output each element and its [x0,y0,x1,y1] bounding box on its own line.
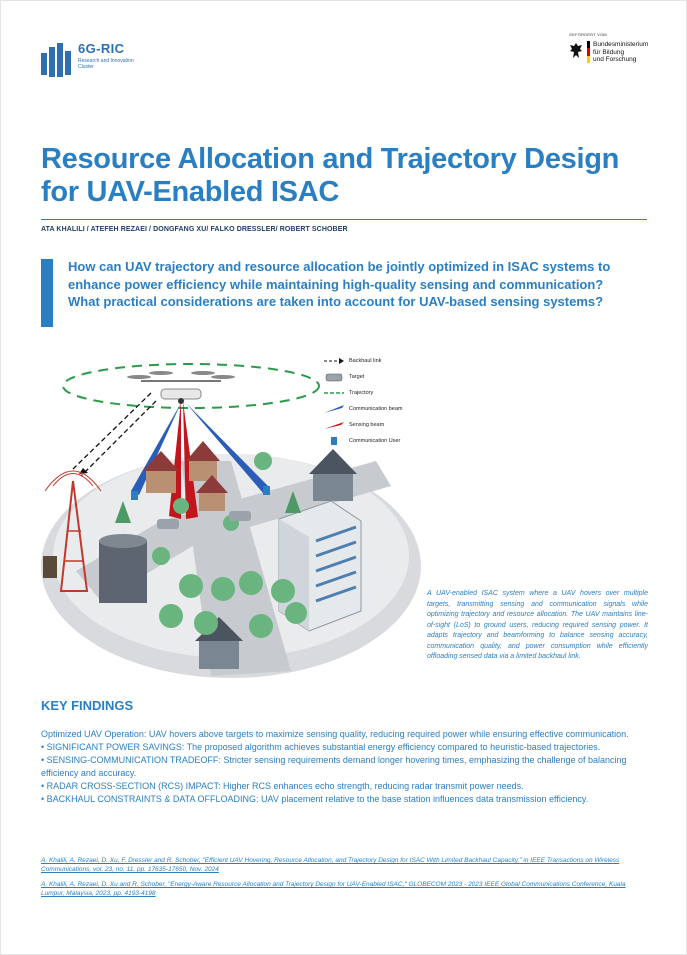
reference-link[interactable]: A. Khalili, A. Rezaei, D. Xu and R. Schober, "Energy-Aware Resource Allocation and Trajectory Design for UAV-Enabled ISAC," GLOBECOM 2023 - 2023 IEEE Global Communications Conference, Kuala Lumpur, Malaysia, 2023, pp. 4193-4198 [41,881,626,897]
legend-item-backhaul [323,353,403,369]
house-icon [309,449,357,501]
legend-label: Communication beam [349,406,403,412]
communication-user-icon [323,436,345,446]
diagram-legend [323,353,403,449]
finding-item: • SENSING-COMMUNICATION TRADEOFF: Stricter sensing requirements demand longer hovering times, emphasizing the challenge of balancing efficiency and accuracy. [41,755,627,778]
communication-user-marker [263,486,270,495]
tree-icon [249,614,273,638]
backhaul-link [73,393,151,469]
tree-icon [173,498,189,514]
funder-logo [569,32,669,64]
tree-icon [239,571,263,595]
eagle-icon [569,41,583,61]
legend-item-sensing-beam [323,417,403,433]
car-target-icon [323,372,345,382]
legend-item-target [323,369,403,385]
title-divider [41,219,647,220]
tree-icon [194,611,218,635]
6g-ric-logo [41,41,138,81]
finding-item: • SIGNIFICANT POWER SAVINGS: The proposed algorithm achieves substantial energy efficiency compared to heuristic-based trajectories. [41,742,601,752]
authors: ATA KHALILI / ATEFEH REZAEI / DONGFANG XU/ FALKO DRESSLER/ ROBERT SCHOBER [41,226,348,233]
references [41,856,649,904]
legend-label: Backhaul link [349,358,382,364]
page-title: Resource Allocation and Trajectory Design for UAV-Enabled ISAC [41,143,620,208]
finding-item: • BACKHAUL CONSTRAINTS & DATA OFFLOADING: UAV placement relative to the base station influences data transmission efficiency. [41,794,589,804]
6g-ric-logo-icon [41,41,73,81]
question-accent-bar [41,259,53,327]
legend-label: Trajectory [349,390,374,396]
backhaul-link [81,401,156,476]
tree-icon [254,452,272,470]
tree-icon [179,574,203,598]
research-question: How can UAV trajectory and resource allocation be jointly optimized in ISAC systems to enhance power efficiency while maintaining high-quality sensing and communication? What practical considerations are taken into account for UAV-based sensing systems? [68,259,611,309]
key-findings-heading: KEY FINDINGS [41,698,134,713]
legend-label: Communication User [349,438,401,444]
backhaul-link-icon [323,356,345,366]
sensing-beam-icon [323,420,345,430]
uav-drone-icon [127,371,235,404]
tree-icon [152,547,170,565]
german-flag-icon [587,41,590,63]
reference-link[interactable]: A. Khalili, A. Rezaei, D. Xu, F. Dressler and R. Schober, "Efficient UAV Hovering, Resource Allocation, and Trajectory Design for ISAC With Limited Backhaul Capacity," in IEEE Transactions on Wireless Communications, vol. 23, no. 11, pp. 17635-17650, Nov. 2024 [41,857,620,873]
house-icon [143,451,179,493]
legend-item-communication-beam [323,401,403,417]
legend-label: Target [349,374,365,380]
tree-icon [159,604,183,628]
legend-item-communication-user [323,433,403,449]
tree-icon [211,577,235,601]
logo-subtitle: Research and Innovation Cluster [78,58,134,70]
trajectory-path [63,364,319,408]
ministry-line-2: für Bildung [593,48,625,56]
ministry-line-1: Bundesministerium [593,41,649,48]
figure-caption: A UAV-enabled ISAC system where a UAV hovers over multiple targets, transmitting sensing and communication signals while optimizing trajectory and resource allocation. The UAV maintains line-of-sight (LoS) to ground users, reducing required sensing power. It adapts trajectory and beamforming to balance sensing accuracy, communication quality, and power consumption while efficiently offloading sensed data via a limited backhaul link. [427,590,648,660]
trajectory-icon [323,388,345,398]
tree-icon [285,602,307,624]
communication-beam-icon [323,404,345,414]
silo-building-icon [99,534,147,603]
key-findings-list [41,728,649,806]
house-icon [186,441,220,481]
ministry-line-3: und Forschung [593,56,637,63]
tree-icon [271,579,295,603]
car-icon [229,511,251,521]
legend-label: Sensing beam [349,422,385,428]
car-icon [157,519,179,529]
legend-item-trajectory [323,385,403,401]
logo-name: 6G-RIC [78,41,125,56]
finding-item: Optimized UAV Operation: UAV hovers above targets to maximize sensing quality, reducing required power while ensuring effective communication. [41,729,629,739]
communication-user-marker [131,491,138,500]
finding-item: • RADAR CROSS-SECTION (RCS) IMPACT: Higher RCS enhances echo strength, reducing radar transmit power needs. [41,781,524,791]
funder-label: GEFÖRDERT VOM [569,32,607,37]
